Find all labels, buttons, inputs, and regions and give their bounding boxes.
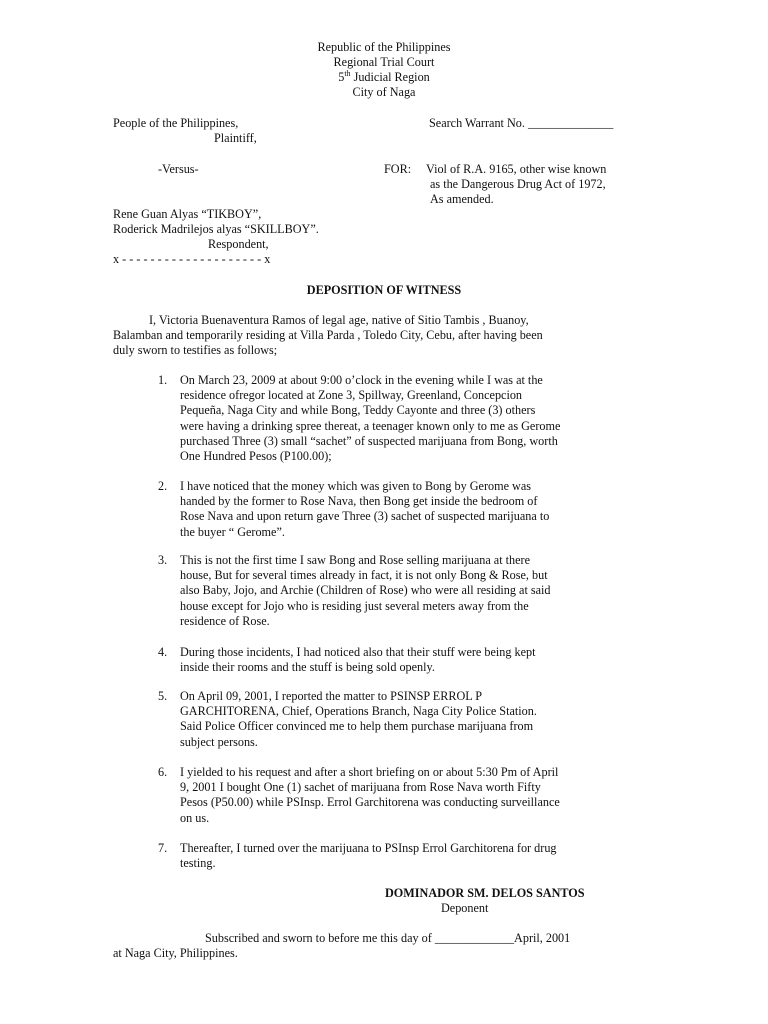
jurat-line-1 (205, 931, 570, 946)
item-number: 6. (158, 765, 168, 779)
search-warrant-blank: ______________ (527, 116, 614, 130)
header-republic: Republic of the Philippines (317, 40, 451, 54)
item-line: Rose Nava and upon return gave Three (3) sachet of suspected marijuana to (180, 509, 550, 524)
region-ordinal: th (344, 68, 351, 78)
search-warrant-text: Search Warrant No. (429, 116, 525, 130)
item-line: residence of Rose. (180, 613, 270, 628)
search-warrant-label (429, 116, 613, 131)
plaintiff-name: People of the Philippines, (113, 116, 239, 130)
charge-line-1: Viol of R.A. 9165, other wise known (426, 162, 607, 176)
item-line: on us. (180, 810, 210, 825)
item-line: I have noticed that the money which was given to Bong by Gerome was (180, 479, 531, 493)
item-number: 7. (158, 841, 168, 855)
item-number: 5. (158, 689, 168, 703)
versus-label: -Versus- (158, 162, 199, 176)
intro-line-1: I, Victoria Buenaventura Ramos of legal age, native of Sitio Tambis , Buanoy, (149, 313, 529, 327)
item-line: inside their rooms and the stuff is being sold openly. (180, 660, 435, 675)
item-number: 2. (158, 479, 168, 493)
item-line: Said Police Officer convinced me to help them purchase marijuana from (180, 719, 534, 734)
item-line: One Hundred Pesos (P100.00); (180, 449, 332, 463)
item-line: also Baby, Jojo, and Archie (Children of Rose) who were all residing at said (180, 583, 551, 598)
deponent-name: DOMINADOR SM. DELOS SANTOS (385, 886, 585, 900)
jurat-date-blank: _____________ (434, 931, 515, 945)
item-line: subject persons. (180, 734, 258, 749)
intro-line-3: duly sworn to testifies as follows; (113, 343, 278, 357)
jurat-text: Subscribed and sworn to before me this day of (205, 931, 432, 945)
respondent-1: Rene Guan Alyas “TIKBOY”, (113, 207, 262, 221)
item-line: residence ofregor located at Zone 3, Spillway, Greenland, Concepcion (180, 388, 523, 403)
item-number: 4. (158, 645, 168, 659)
item-line: purchased Three (3) small “sachet” of suspected marijuana from Bong, worth (180, 433, 558, 448)
for-label: FOR: (384, 162, 412, 176)
item-line: testing. (180, 856, 216, 871)
intro-line-2: Balamban and temporarily residing at Villa Parda , Toledo City, Cebu, after having been (113, 328, 543, 342)
item-line: On March 23, 2009 at about 9:00 o’clock in the evening while I was at the (180, 373, 543, 387)
header-city: City of Naga (352, 85, 416, 99)
item-line: On April 09, 2001, I reported the matter to PSINSP ERROL P (180, 689, 483, 703)
charge-line-3: As amended. (430, 192, 494, 206)
item-number: 3. (158, 553, 168, 567)
deponent-role: Deponent (441, 901, 489, 915)
item-line: 9, 2001 I bought One (1) sachet of marijuana from Rose Nava worth Fifty (180, 780, 541, 795)
item-line: house except for Jojo who is residing just several meters away from the (180, 598, 529, 613)
document-title: DEPOSITION OF WITNESS (306, 283, 462, 297)
item-line: GARCHITORENA, Chief, Operations Branch, Naga City Police Station. (180, 704, 537, 719)
item-line: the buyer “ Gerome”. (180, 524, 285, 539)
region-number: 5 (338, 70, 345, 84)
item-line: Thereafter, I turned over the marijuana to PSInsp Errol Garchitorena for drug (180, 841, 557, 855)
region-text: Judicial Region (350, 70, 430, 84)
header-court: Regional Trial Court (333, 55, 435, 69)
charge-line-2: as the Dangerous Drug Act of 1972, (430, 177, 606, 191)
item-line: Pequeña, Naga City and while Bong, Teddy Cayonte and three (3) others (180, 403, 536, 418)
item-line: I yielded to his request and after a short briefing on or about 5:30 Pm of April (180, 765, 559, 779)
jurat-line-2: at Naga City, Philippines. (113, 946, 238, 960)
item-number: 1. (158, 373, 168, 387)
item-line: were having a drinking spree thereat, a teenager known only to me as Gerome (180, 418, 561, 433)
item-line: house, But for several times already in fact, it is not only Bong & Rose, but (180, 568, 548, 583)
item-line: handed by the former to Rose Nava, then Bong get inside the bedroom of (180, 494, 538, 509)
item-line: This is not the first time I saw Bong and Rose selling marijuana at there (180, 553, 530, 567)
respondent-role: Respondent, (208, 237, 269, 251)
header-region (0, 70, 768, 85)
plaintiff-role: Plaintiff, (214, 131, 257, 145)
item-line: Pesos (P50.00) while PSInsp. Errol Garchitorena was conducting surveillance (180, 795, 560, 810)
respondent-2: Roderick Madrilejos alyas “SKILLBOY”. (113, 222, 319, 236)
jurat-date: April, 2001 (514, 931, 571, 945)
item-line: During those incidents, I had noticed also that their stuff were being kept (180, 645, 536, 659)
caption-separator: x - - - - - - - - - - - - - - - - - - - - x (113, 252, 271, 266)
